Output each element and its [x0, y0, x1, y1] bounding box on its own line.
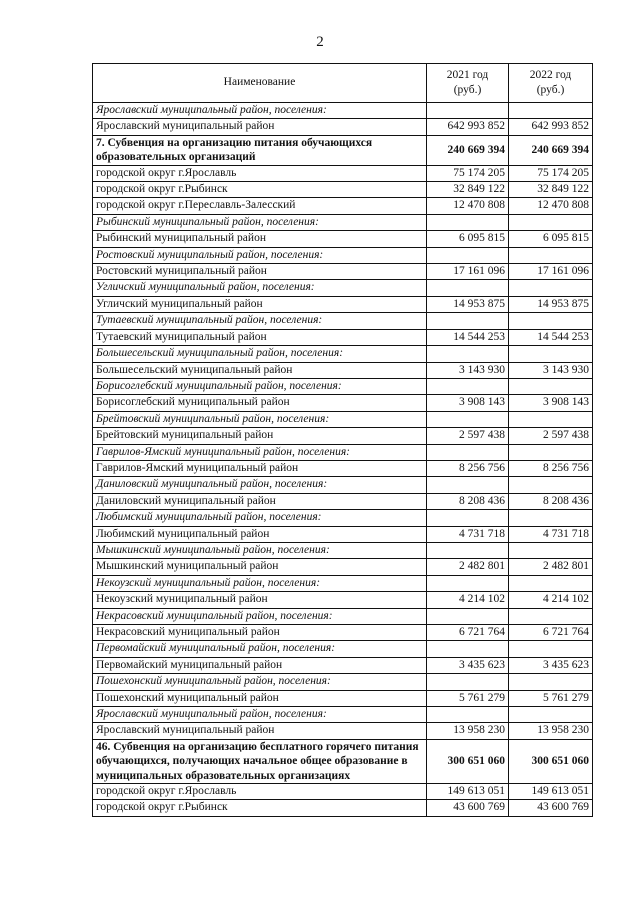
row-name-cell: Брейтовский муниципальный район [93, 428, 427, 444]
row-name-cell: Гаврилов-Ямский муниципальный район, поселения: [93, 444, 427, 460]
row-value-2021 [427, 707, 509, 723]
row-value-2021: 5 761 279 [427, 690, 509, 706]
row-value-2021: 2 597 438 [427, 428, 509, 444]
column-header-2021-year: 2021 год [446, 68, 489, 81]
column-header-2021 [427, 64, 509, 103]
table-row [93, 165, 593, 181]
row-value-2021: 2 482 801 [427, 559, 509, 575]
row-value-2022: 14 953 875 [509, 296, 593, 312]
row-value-2022 [509, 575, 593, 591]
row-value-2022: 6 721 764 [509, 625, 593, 641]
column-header-2022-unit: (руб.) [536, 84, 565, 96]
row-value-2021 [427, 378, 509, 394]
table-row [93, 493, 593, 509]
group-header-row [93, 214, 593, 230]
budget-table [92, 63, 593, 817]
row-value-2022: 642 993 852 [509, 119, 593, 135]
row-name-cell: Некрасовский муниципальный район, поселения: [93, 608, 427, 624]
row-value-2021: 300 651 060 [427, 739, 509, 783]
row-name-cell: Большесельский муниципальный район [93, 362, 427, 378]
row-value-2021: 6 095 815 [427, 231, 509, 247]
row-name-cell: Пошехонский муниципальный район [93, 690, 427, 706]
row-name-cell: Ярославский муниципальный район [93, 723, 427, 739]
row-value-2022: 3 908 143 [509, 395, 593, 411]
row-name-cell: городской округ г.Рыбинск [93, 800, 427, 816]
row-value-2022 [509, 411, 593, 427]
row-value-2022: 3 435 623 [509, 657, 593, 673]
row-value-2022 [509, 444, 593, 460]
row-value-2021: 12 470 808 [427, 198, 509, 214]
column-header-2022 [509, 64, 593, 103]
row-value-2022: 32 849 122 [509, 182, 593, 198]
table-body [93, 103, 593, 817]
row-value-2022: 12 470 808 [509, 198, 593, 214]
row-value-2021: 14 544 253 [427, 329, 509, 345]
row-name-cell: городской округ г.Рыбинск [93, 182, 427, 198]
row-value-2022: 75 174 205 [509, 165, 593, 181]
row-name-cell: Любимский муниципальный район [93, 526, 427, 542]
row-value-2022: 2 482 801 [509, 559, 593, 575]
table-row [93, 395, 593, 411]
table-row [93, 723, 593, 739]
row-name-cell: городской округ г.Ярославль [93, 784, 427, 800]
group-header-row [93, 313, 593, 329]
row-name-cell: Даниловский муниципальный район [93, 493, 427, 509]
row-value-2022: 3 143 930 [509, 362, 593, 378]
row-value-2021 [427, 103, 509, 119]
group-header-row [93, 477, 593, 493]
row-value-2021: 43 600 769 [427, 800, 509, 816]
row-value-2022 [509, 247, 593, 263]
group-header-row [93, 674, 593, 690]
table-row [93, 362, 593, 378]
row-value-2022 [509, 674, 593, 690]
row-name-cell: 7. Субвенция на организацию питания обучающихся образовательных организаций [93, 135, 427, 165]
section-row [93, 135, 593, 165]
row-value-2021: 4 214 102 [427, 592, 509, 608]
row-name-cell: Угличский муниципальный район [93, 296, 427, 312]
row-value-2022 [509, 280, 593, 296]
column-header-2021-unit: (руб.) [453, 84, 482, 96]
row-value-2021: 149 613 051 [427, 784, 509, 800]
row-value-2021 [427, 247, 509, 263]
row-name-cell: Тутаевский муниципальный район [93, 329, 427, 345]
row-value-2022: 149 613 051 [509, 784, 593, 800]
row-name-cell: Даниловский муниципальный район, поселения: [93, 477, 427, 493]
row-value-2021 [427, 313, 509, 329]
table-row [93, 460, 593, 476]
table-row [93, 784, 593, 800]
row-name-cell: Мышкинский муниципальный район [93, 559, 427, 575]
row-value-2021: 3 435 623 [427, 657, 509, 673]
row-value-2021: 3 908 143 [427, 395, 509, 411]
table-row [93, 559, 593, 575]
row-value-2022: 17 161 096 [509, 264, 593, 280]
row-name-cell: Брейтовский муниципальный район, поселения: [93, 411, 427, 427]
row-name-cell: Большесельский муниципальный район, поселения: [93, 346, 427, 362]
row-name-cell: Любимский муниципальный район, поселения: [93, 510, 427, 526]
row-value-2021: 6 721 764 [427, 625, 509, 641]
row-value-2022 [509, 346, 593, 362]
row-value-2022 [509, 707, 593, 723]
row-value-2021 [427, 641, 509, 657]
row-value-2022: 14 544 253 [509, 329, 593, 345]
row-value-2022: 4 214 102 [509, 592, 593, 608]
row-name-cell: Ярославский муниципальный район [93, 119, 427, 135]
row-name-cell: Угличский муниципальный район, поселения: [93, 280, 427, 296]
row-value-2021 [427, 510, 509, 526]
row-value-2022: 8 256 756 [509, 460, 593, 476]
row-name-cell: Пошехонский муниципальный район, поселения: [93, 674, 427, 690]
page-number: 2 [316, 34, 324, 50]
row-name-cell: Тутаевский муниципальный район, поселения: [93, 313, 427, 329]
row-value-2021: 8 208 436 [427, 493, 509, 509]
row-value-2022 [509, 103, 593, 119]
row-value-2022: 6 095 815 [509, 231, 593, 247]
row-name-cell: городской округ г.Переславль-Залесский [93, 198, 427, 214]
row-value-2021: 8 256 756 [427, 460, 509, 476]
row-value-2021: 32 849 122 [427, 182, 509, 198]
table-row [93, 264, 593, 280]
table-row [93, 526, 593, 542]
row-value-2022 [509, 608, 593, 624]
table-row [93, 119, 593, 135]
group-header-row [93, 608, 593, 624]
row-value-2021: 4 731 718 [427, 526, 509, 542]
row-value-2022: 240 669 394 [509, 135, 593, 165]
row-value-2022: 300 651 060 [509, 739, 593, 783]
table-row [93, 296, 593, 312]
row-name-cell: Борисоглебский муниципальный район [93, 395, 427, 411]
row-name-cell: Гаврилов-Ямский муниципальный район [93, 460, 427, 476]
row-name-cell: Ярославский муниципальный район, поселения: [93, 707, 427, 723]
row-value-2021: 642 993 852 [427, 119, 509, 135]
row-value-2021 [427, 542, 509, 558]
table-row [93, 657, 593, 673]
row-value-2022: 2 597 438 [509, 428, 593, 444]
row-name-cell: городской округ г.Ярославль [93, 165, 427, 181]
row-value-2021: 75 174 205 [427, 165, 509, 181]
table-row [93, 428, 593, 444]
column-header-2022-year: 2022 год [529, 68, 572, 81]
row-value-2022: 5 761 279 [509, 690, 593, 706]
row-value-2021 [427, 477, 509, 493]
group-header-row [93, 280, 593, 296]
row-name-cell: Борисоглебский муниципальный район, поселения: [93, 378, 427, 394]
group-header-row [93, 444, 593, 460]
group-header-row [93, 378, 593, 394]
row-name-cell: Ростовский муниципальный район, поселения: [93, 247, 427, 263]
row-value-2021 [427, 444, 509, 460]
row-name-cell: Ростовский муниципальный район [93, 264, 427, 280]
row-value-2021 [427, 575, 509, 591]
row-name-cell: 46. Субвенция на организацию бесплатного горячего питания обучающихся, получающих начальное общее образование в муниципальных образовательных организациях [93, 739, 427, 783]
row-value-2022: 8 208 436 [509, 493, 593, 509]
table-row [93, 329, 593, 345]
column-header-name [93, 64, 427, 103]
table-row [93, 690, 593, 706]
row-value-2022: 13 958 230 [509, 723, 593, 739]
table-row [93, 625, 593, 641]
row-value-2022 [509, 510, 593, 526]
row-value-2022 [509, 378, 593, 394]
group-header-row [93, 247, 593, 263]
row-value-2021: 14 953 875 [427, 296, 509, 312]
row-value-2021 [427, 214, 509, 230]
group-header-row [93, 575, 593, 591]
row-value-2021 [427, 411, 509, 427]
row-value-2021 [427, 608, 509, 624]
table-row [93, 231, 593, 247]
column-header-name-label: Наименование [223, 76, 296, 89]
group-header-row [93, 641, 593, 657]
row-value-2022: 4 731 718 [509, 526, 593, 542]
row-value-2021: 17 161 096 [427, 264, 509, 280]
row-name-cell: Первомайский муниципальный район, поселения: [93, 641, 427, 657]
table-row [93, 182, 593, 198]
row-value-2022 [509, 214, 593, 230]
group-header-row [93, 411, 593, 427]
group-header-row [93, 103, 593, 119]
group-header-row [93, 510, 593, 526]
row-name-cell: Рыбинский муниципальный район, поселения: [93, 214, 427, 230]
row-name-cell: Ярославский муниципальный район, поселения: [93, 103, 427, 119]
section-row [93, 739, 593, 783]
row-value-2021: 240 669 394 [427, 135, 509, 165]
row-name-cell: Первомайский муниципальный район [93, 657, 427, 673]
row-value-2021: 3 143 930 [427, 362, 509, 378]
row-value-2021: 13 958 230 [427, 723, 509, 739]
row-value-2021 [427, 346, 509, 362]
row-value-2022 [509, 477, 593, 493]
table-header-row [93, 64, 593, 103]
row-value-2022 [509, 542, 593, 558]
row-name-cell: Некрасовский муниципальный район [93, 625, 427, 641]
table-row [93, 800, 593, 816]
row-value-2022 [509, 641, 593, 657]
table-row [93, 592, 593, 608]
row-name-cell: Рыбинский муниципальный район [93, 231, 427, 247]
group-header-row [93, 346, 593, 362]
row-name-cell: Некоузский муниципальный район [93, 592, 427, 608]
group-header-row [93, 707, 593, 723]
table-row [93, 198, 593, 214]
row-value-2022: 43 600 769 [509, 800, 593, 816]
row-name-cell: Мышкинский муниципальный район, поселения: [93, 542, 427, 558]
group-header-row [93, 542, 593, 558]
row-name-cell: Некоузский муниципальный район, поселения: [93, 575, 427, 591]
row-value-2022 [509, 313, 593, 329]
row-value-2021 [427, 674, 509, 690]
row-value-2021 [427, 280, 509, 296]
